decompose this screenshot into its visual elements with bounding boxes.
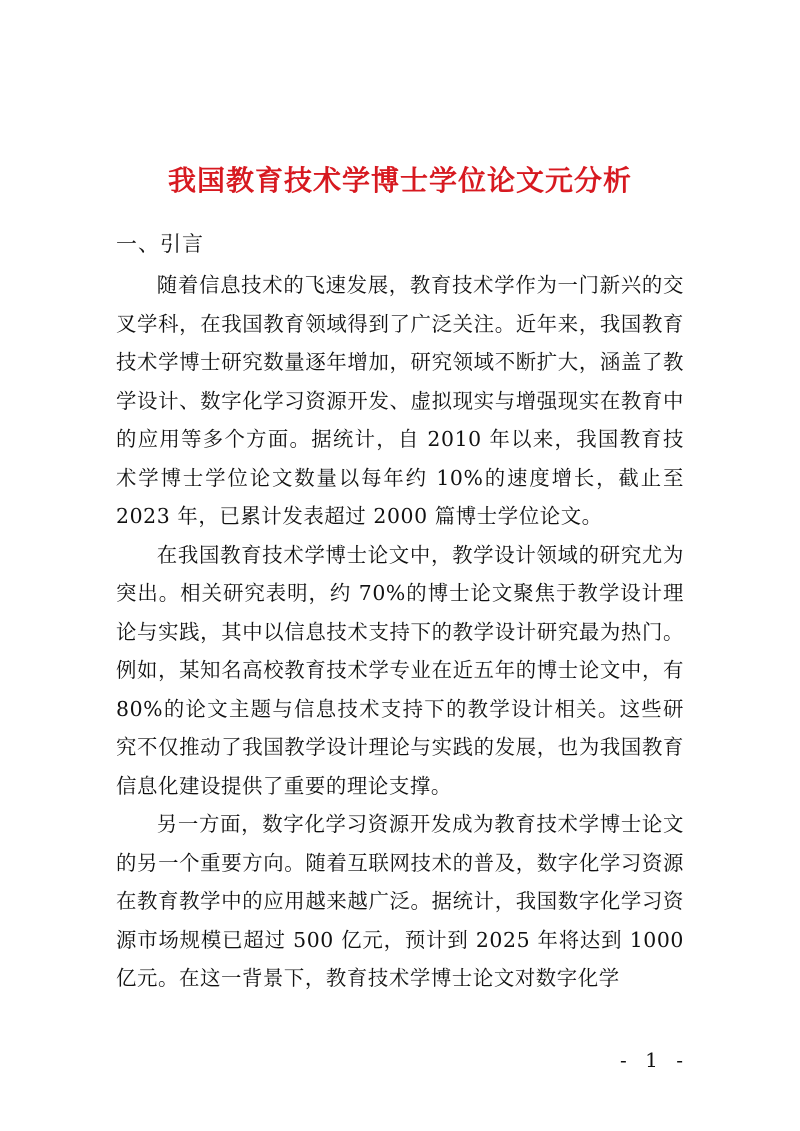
paragraph-1: 随着信息技术的飞速发展，教育技术学作为一门新兴的交叉学科，在我国教育领域得到了广泛关注。近年来，我国教育技术学博士研究数量逐年增加，研究领域不断扩大，涵盖了教学设计、数字化学习资源开发、虚拟现实与增强现实在教育中的应用等多个方面。据统计，自 2010 年以来，我国教育技术学博士学位论文数量以每年约 10%的速度增长，截止至 2023 年，已累计发表超过 2000 篇博士学位论文。 bbox=[116, 273, 684, 528]
section-heading: 一、引言 bbox=[116, 232, 204, 256]
page-number: - 1 - bbox=[620, 1048, 689, 1072]
paragraph-2: 在我国教育技术学博士论文中，教学设计领域的研究尤为突出。相关研究表明，约 70%的博士论文聚焦于教学设计理论与实践，其中以信息技术支持下的教学设计研究最为热门。例如，某知名高校教育技术学专业在近五年的博士论文中，有 80%的论文主题与信息技术支持下的教学设计相关。这些研究不仅推动了我国教学设计理论与实践的发展，也为我国教育信息化建设提供了重要的理论支撑。 bbox=[116, 542, 684, 798]
body-text bbox=[116, 266, 684, 998]
paragraph-3: 另一方面，数字化学习资源开发成为教育技术学博士论文的另一个重要方向。随着互联网技术的普及，数字化学习资源在教育教学中的应用越来越广泛。据统计，我国数字化学习资源市场规模已超过 500 亿元，预计到 2025 年将达到 1000 亿元。在这一背景下，教育技术学博士论文对数字化学 bbox=[116, 812, 684, 990]
page-title: 我国教育技术学博士学位论文元分析 bbox=[167, 163, 632, 197]
